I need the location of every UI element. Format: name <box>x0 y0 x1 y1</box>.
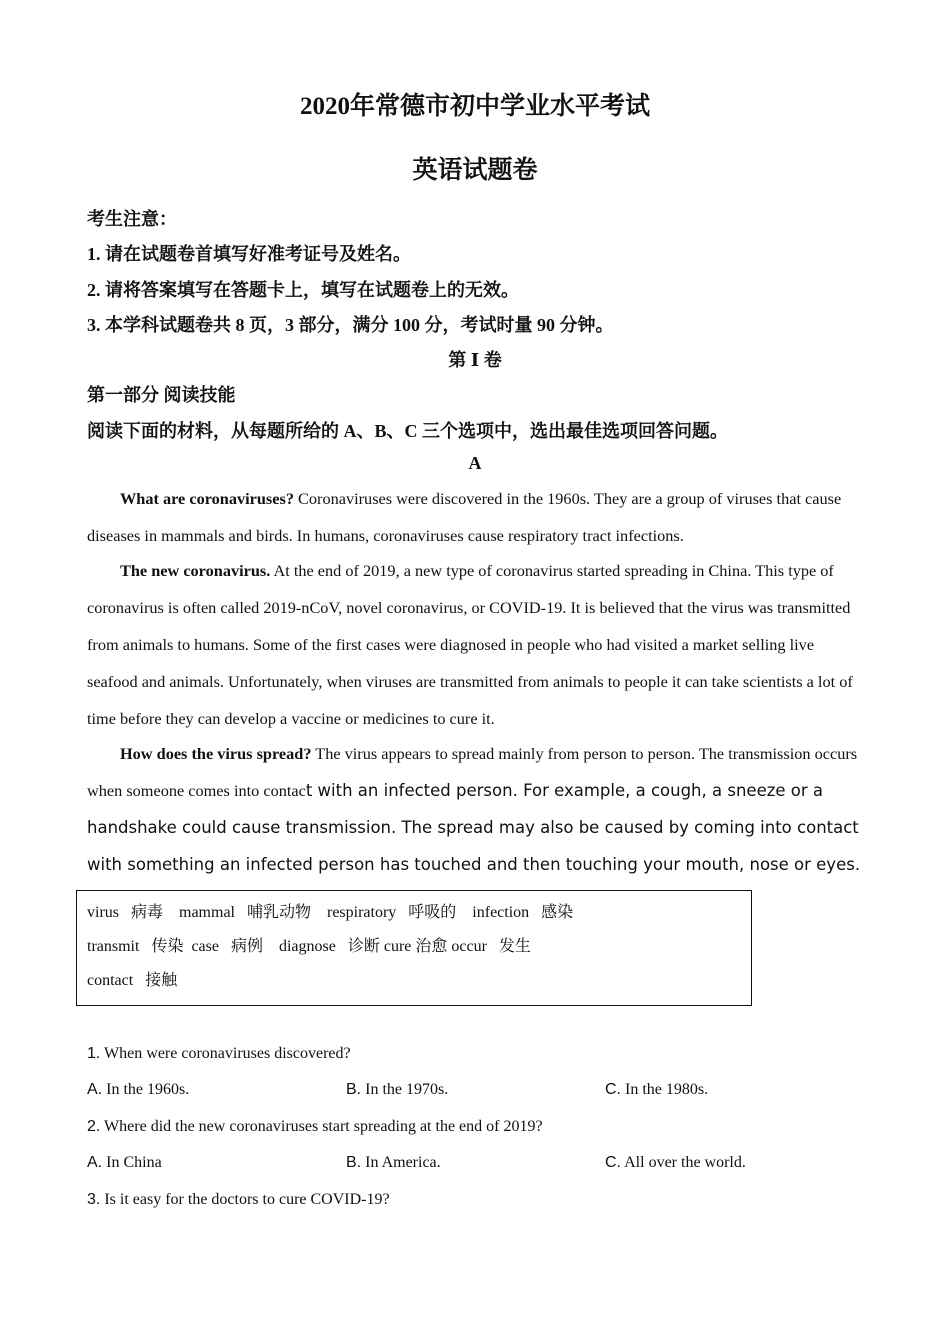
question-1-text: When were coronaviruses discovered? <box>100 1045 351 1062</box>
notice-item-1: 1. 请在试题卷首填写好准考证号及姓名。 <box>87 244 411 264</box>
vocabulary-line-1: virus 病毒 mammal 哺乳动物 respiratory 呼吸的 infection 感染 <box>87 904 574 921</box>
passage-paragraph-1 <box>87 480 867 554</box>
paragraph-2-heading: The new coronavirus. <box>120 561 271 580</box>
option-text: In the 1960s. <box>102 1081 190 1098</box>
option-letter: C. <box>605 1154 621 1171</box>
question-1-number: 1. <box>87 1045 101 1062</box>
question-3-text: Is it easy for the doctors to cure COVID-19? <box>100 1191 390 1208</box>
question-2-option-a[interactable] <box>87 1154 162 1172</box>
vocabulary-box <box>76 890 752 1006</box>
notice-heading: 考生注意： <box>87 209 177 229</box>
paragraph-3-text-serif: The virus appears to spread mainly from person to person. The transmission occurs when someone comes into contac <box>87 744 858 800</box>
option-text: In the 1970s. <box>361 1081 449 1098</box>
option-letter: A. <box>87 1081 103 1098</box>
paragraph-3-text-sans: t with an infected person. For example, a cough, a sneeze or a handshake could cause transmission. The spread may also be caused by coming into contact with something an infected person has touched and then touching your mouth, nose or eyes. <box>87 781 861 874</box>
notice-item-2: 2. 请将答案填写在答题卡上，填写在试题卷上的无效。 <box>87 280 519 300</box>
exam-subtitle: 英语试题卷 <box>412 157 538 184</box>
question-2 <box>87 1118 543 1136</box>
question-1 <box>87 1045 351 1063</box>
paragraph-1-heading: What are coronaviruses? <box>120 489 294 508</box>
volume-label: 第 Ⅰ 卷 <box>448 350 502 370</box>
part-instruction: 阅读下面的材料，从每题所给的 A、B、C 三个选项中，选出最佳选项回答问题。 <box>87 421 729 441</box>
option-letter: C. <box>605 1081 621 1098</box>
question-1-option-b[interactable] <box>346 1081 448 1099</box>
passage-paragraph-2 <box>87 552 867 737</box>
option-text: In China <box>102 1154 162 1171</box>
paragraph-2-text: At the end of 2019, a new type of coronavirus started spreading in China. This type of coronavirus is often called 2019-nCoV, novel coronavirus, or COVID-19. It is believed that the virus was transmitted from animals to humans. Some of the first cases were diagnosed in people who had visited a market selling live seafood and animals. Unfortunately, when viruses are transmitted from animals to people it can take scientists a lot of time before they can develop a vaccine or medicines to cure it. <box>87 561 853 728</box>
section-label: A <box>468 453 482 473</box>
paragraph-3-heading: How does the virus spread? <box>120 744 312 763</box>
vocabulary-line-3: contact 接触 <box>87 972 178 989</box>
vocabulary-line-2: transmit 传染 case 病例 diagnose 诊断 cure 治愈 occur 发生 <box>87 938 531 955</box>
option-text: All over the world. <box>621 1154 746 1171</box>
option-letter: B. <box>346 1081 362 1098</box>
notice-item-3: 3. 本学科试题卷共 8 页，3 部分，满分 100 分，考试时量 90 分钟。 <box>87 315 614 335</box>
question-1-option-c[interactable] <box>605 1081 708 1099</box>
question-2-text: Where did the new coronaviruses start spreading at the end of 2019? <box>100 1118 543 1135</box>
question-1-option-a[interactable] <box>87 1081 189 1099</box>
question-2-option-b[interactable] <box>346 1154 441 1172</box>
option-letter: B. <box>346 1154 362 1171</box>
passage-paragraph-3 <box>87 735 867 883</box>
question-2-option-c[interactable] <box>605 1154 746 1172</box>
option-text: In the 1980s. <box>621 1081 709 1098</box>
part-title: 第一部分 阅读技能 <box>87 385 236 405</box>
question-3 <box>87 1191 390 1209</box>
option-text: In America. <box>361 1154 441 1171</box>
option-letter: A. <box>87 1154 103 1171</box>
paragraph-1-text: Coronaviruses were discovered in the 1960s. They are a group of viruses that cause diseases in mammals and birds. In humans, coronaviruses cause respiratory tract infections. <box>87 489 842 545</box>
question-2-number: 2. <box>87 1118 101 1135</box>
exam-title: 2020年常德市初中学业水平考试 <box>299 93 650 120</box>
question-3-number: 3. <box>87 1191 101 1208</box>
